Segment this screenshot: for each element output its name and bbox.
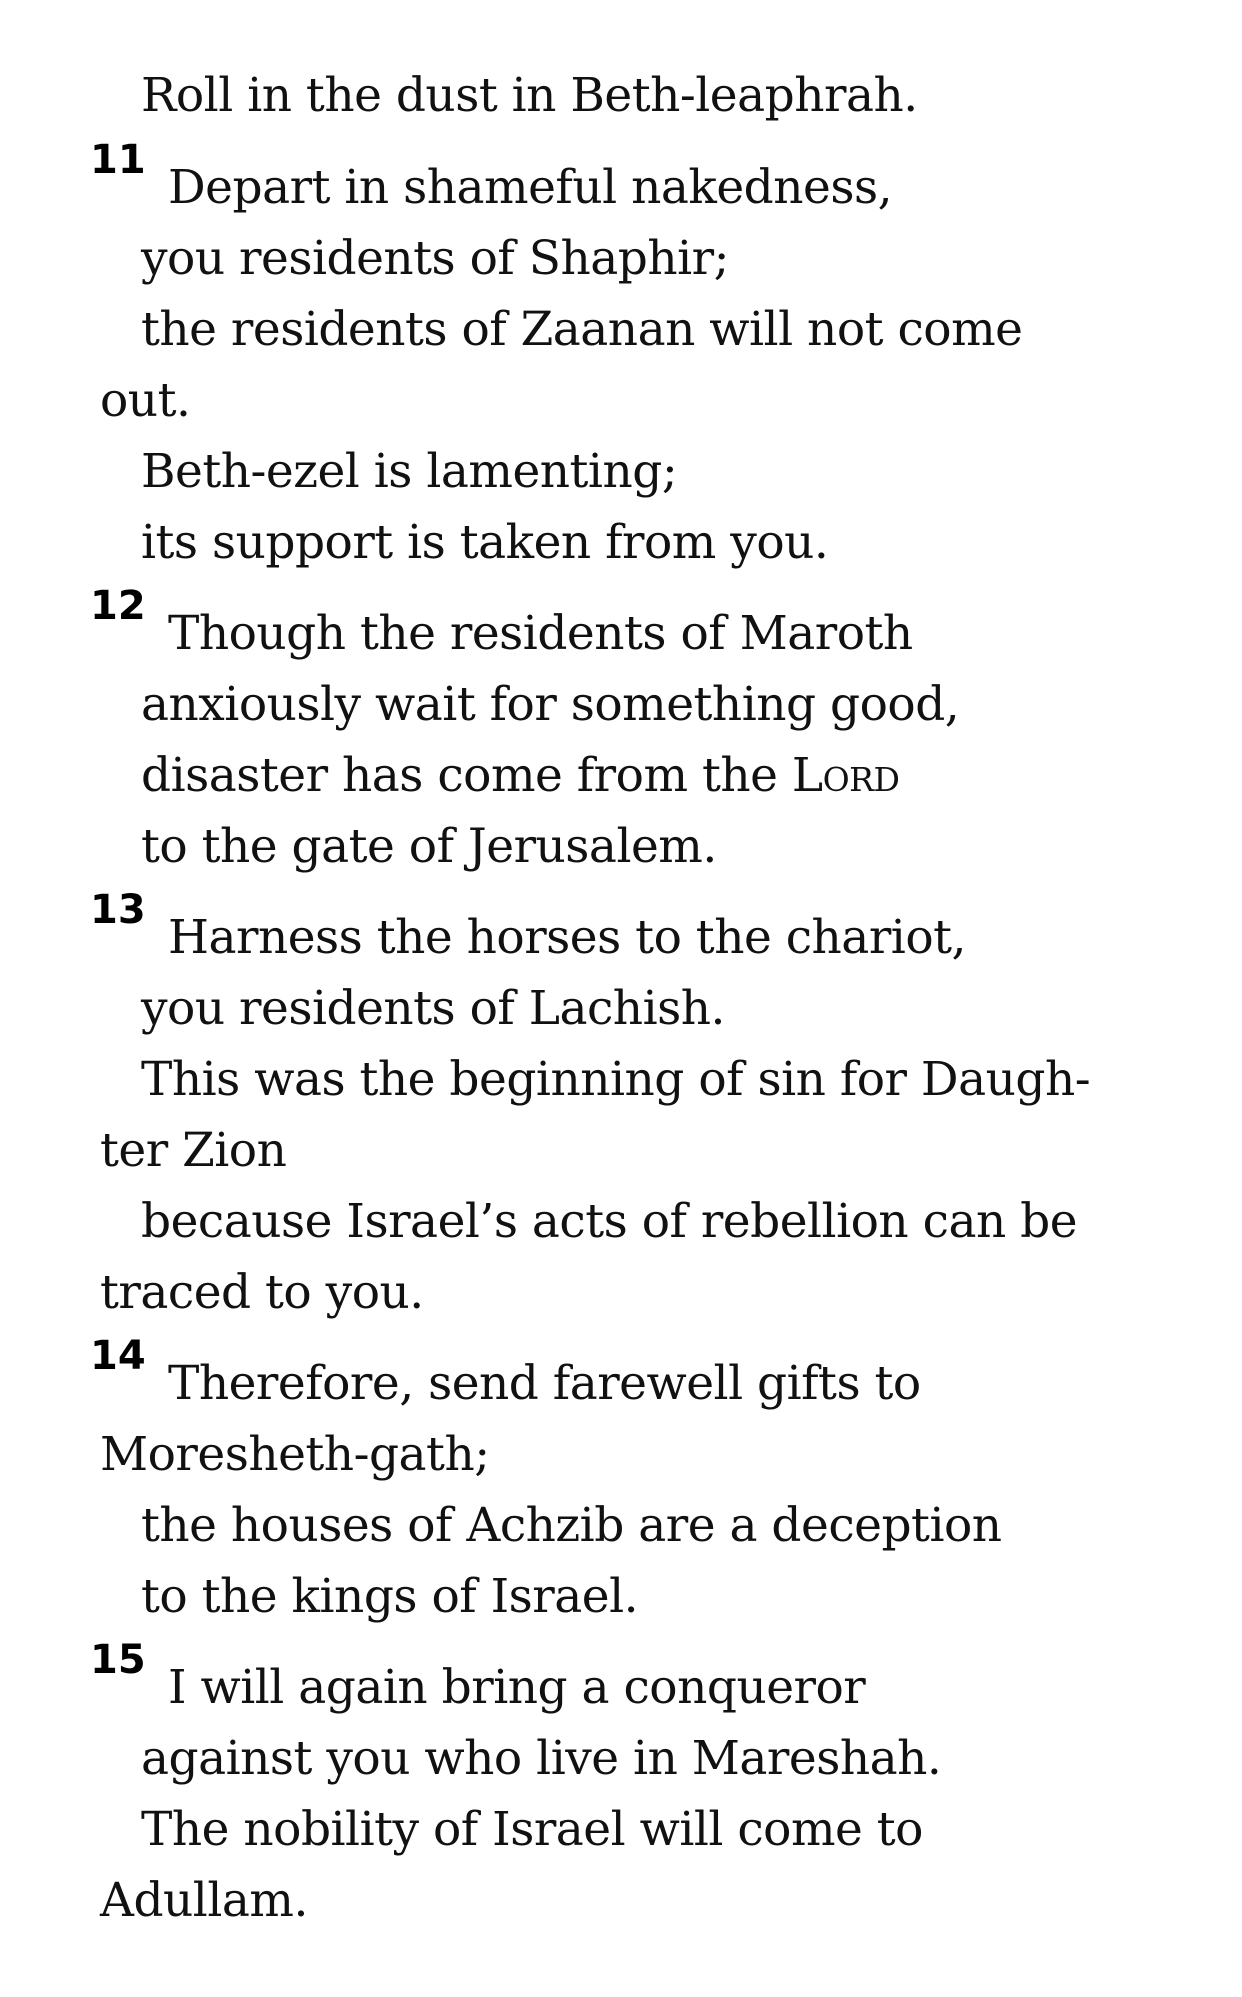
text-line: ter Zion [100,1123,287,1178]
text-line: out. [100,373,191,428]
divine-name: Lord [791,748,900,803]
verse-number-15: 15 [90,1637,146,1683]
verse-number-13: 13 [90,887,146,933]
text-line: Though the residents of Maroth [168,606,913,661]
text-line: Beth-ezel is lamenting; [141,444,678,499]
text-line: anxiously wait for something good, [141,677,960,732]
text-segment: disaster has come from the [141,748,778,803]
verse-number-14: 14 [90,1333,146,1379]
text-line: the residents of Zaanan will not come [141,302,1023,357]
text-line: Moresheth-gath; [100,1427,490,1482]
text-line: The nobility of Israel will come to [141,1802,923,1857]
text-line [141,740,1242,812]
text-line: Harness the horses to the chariot, [168,910,966,965]
verse-number-11: 11 [90,137,146,183]
text-line: to the kings of Israel. [141,1569,639,1624]
text-line: you residents of Lachish. [141,981,725,1036]
text-line: Depart in shameful nakedness, [168,160,893,215]
text-line: Therefore, send farewell gifts to [168,1356,921,1411]
verse-number-12: 12 [90,583,146,629]
text-line: its support is taken from you. [141,515,829,570]
text-line: because Israel’s acts of rebellion can be [141,1194,1078,1249]
text-line: you residents of Shaphir; [141,231,729,286]
text-line: to the gate of Jerusalem. [141,819,717,874]
text-line: I will again bring a conqueror [168,1660,866,1715]
text-line: against you who live in Mareshah. [141,1731,942,1786]
text-line: the houses of Achzib are a deception [141,1498,1002,1553]
text-line: Roll in the dust in Beth-leaphrah. [141,68,918,123]
text-line: This was the beginning of sin for Daugh- [141,1052,1091,1107]
text-line: Adullam. [100,1873,308,1928]
text-line: traced to you. [100,1265,424,1320]
